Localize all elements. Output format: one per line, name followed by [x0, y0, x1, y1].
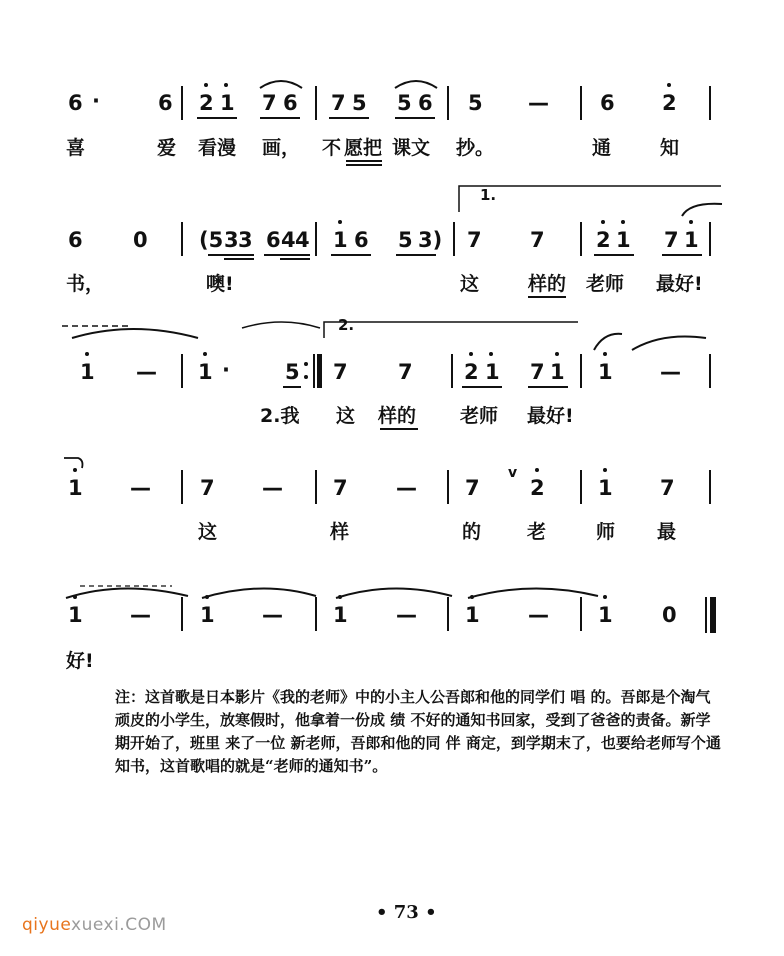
underline [662, 254, 702, 256]
octave-dot [667, 83, 671, 87]
note: 7 [333, 360, 348, 384]
note: 2 [199, 91, 214, 115]
note: 6 [158, 91, 173, 115]
underline [264, 254, 310, 256]
underline [528, 386, 568, 388]
final-bar-thick [710, 597, 716, 633]
note: 7 [664, 228, 679, 252]
octave-dot [338, 220, 342, 224]
dash: — [396, 476, 417, 500]
note: 5 [398, 228, 413, 252]
note: 7 [200, 476, 215, 500]
lyric: 通 [592, 137, 612, 159]
note: 1 [333, 603, 348, 627]
bar-line [580, 597, 582, 631]
bar-line [447, 597, 449, 631]
lyric: 爱 [157, 137, 177, 159]
octave-dot [603, 352, 607, 356]
underline [395, 117, 435, 119]
lyric: 知 [660, 137, 680, 159]
slur-mark [592, 330, 708, 352]
lyric: 愿把 [344, 137, 383, 159]
bar-line [580, 222, 582, 256]
dash: — [262, 603, 283, 627]
lyric: 这 [336, 405, 356, 427]
lyric: 老师 [460, 405, 499, 427]
note: 1 [485, 360, 500, 384]
underline [208, 254, 254, 256]
dash: — [130, 476, 151, 500]
note: 4 [281, 228, 296, 252]
bar-line [181, 354, 183, 388]
dash: — [528, 91, 549, 115]
note: 2 [662, 91, 677, 115]
underline [280, 258, 310, 260]
underline [329, 117, 369, 119]
lyric: 这 [460, 273, 480, 295]
octave-dot [73, 468, 77, 472]
note: 3 [238, 228, 253, 252]
bar-line [447, 470, 449, 504]
underline [396, 254, 436, 256]
note: 6 [68, 91, 83, 115]
lyric: 噢! [206, 273, 234, 295]
lyric: 的 [462, 521, 482, 543]
octave-dot [555, 352, 559, 356]
watermark [22, 915, 167, 935]
bar-line [181, 470, 183, 504]
note: 1 [220, 91, 235, 115]
note: 6 [266, 228, 281, 252]
lyric: 喜 [66, 137, 86, 159]
tie-continuation [62, 318, 322, 340]
repeat-bar-thick [317, 354, 322, 388]
underline [283, 386, 301, 388]
lyric: 老 [527, 521, 547, 543]
bar-line [709, 354, 711, 388]
note: 5 [397, 91, 412, 115]
watermark-lead: qiyue [22, 915, 72, 935]
lyric: 看漫 [198, 137, 237, 159]
note: 1 [333, 228, 348, 252]
underline [462, 386, 502, 388]
footnote [115, 686, 725, 778]
octave-dot [469, 352, 473, 356]
note: 6 [418, 91, 433, 115]
note: 0 [133, 228, 148, 252]
volta-label-2: 2. [338, 316, 355, 334]
bar-line [580, 470, 582, 504]
bar-line [709, 470, 711, 504]
lyric: 样 [330, 521, 350, 543]
note: 1 [684, 228, 699, 252]
slur-mark [680, 200, 724, 218]
note: 1 [598, 476, 613, 500]
note-dot: · [222, 358, 230, 382]
dash: — [396, 603, 417, 627]
note: 2 [530, 476, 545, 500]
bar-line [181, 597, 183, 631]
note: 6 [354, 228, 369, 252]
underline [197, 117, 237, 119]
breath-mark: v [508, 465, 518, 481]
note: 0 [662, 603, 677, 627]
bar-line [709, 222, 711, 256]
note: 1 [198, 360, 213, 384]
dash: — [136, 360, 157, 384]
underline [260, 117, 300, 119]
slur-mark [393, 76, 439, 90]
bar-line [580, 86, 582, 120]
lyric: 课文 [392, 137, 431, 159]
lyric: 样的 [378, 405, 417, 427]
octave-dot [470, 595, 474, 599]
dash: — [528, 603, 549, 627]
bar-line [580, 354, 582, 388]
lyric: 师 [596, 521, 616, 543]
note-dot: · [92, 89, 100, 113]
lyric: 最 [657, 521, 677, 543]
note: 1 [465, 603, 480, 627]
underline [346, 160, 382, 162]
note: 7 [398, 360, 413, 384]
note: 7 [262, 91, 277, 115]
footnote-label: 注： [115, 688, 146, 706]
lyric: 2.我 [260, 405, 300, 427]
octave-dot [224, 83, 228, 87]
underline [528, 296, 566, 298]
octave-dot [603, 468, 607, 472]
repeat-bar-thin [313, 354, 315, 388]
note: 1 [616, 228, 631, 252]
note: 1 [200, 603, 215, 627]
note: 2 [464, 360, 479, 384]
footnote-text: 这首歌是日本影片《我的老师》中的小主人公吾郎和他的同学们 唱 的。吾郎是个淘气顽皮的小学生，放寒假时，他拿着一份成 绩 不好的通知书回家，受到了爸爸的责备。新学期开始了，班里 来了一位 新老师，吾郎和他的同 伴 商定，到学期末了，也要给老师写个通知书，这首歌唱的就是“老师的通知书”。 [115, 688, 721, 775]
octave-dot [205, 595, 209, 599]
note: 7 [530, 228, 545, 252]
octave-dot [204, 83, 208, 87]
lyric: 最好! [527, 405, 574, 427]
slur-mark [258, 76, 304, 90]
page-number: • 73 • [376, 902, 437, 923]
note: 6 [68, 228, 83, 252]
final-bar-thin [705, 597, 707, 633]
note: 1 [68, 476, 83, 500]
bar-line [315, 597, 317, 631]
octave-dot [601, 220, 605, 224]
note: 5 [352, 91, 367, 115]
note: 1 [80, 360, 95, 384]
lyric: 画， [262, 137, 301, 159]
underline [331, 254, 371, 256]
note: 6 [283, 91, 298, 115]
lyric: 样的 [528, 273, 567, 295]
bar-line [315, 222, 317, 256]
lyric: 老师 [586, 273, 625, 295]
note: 7 [333, 476, 348, 500]
note: 2 [596, 228, 611, 252]
dash: — [130, 603, 151, 627]
octave-dot [621, 220, 625, 224]
octave-dot [85, 352, 89, 356]
repeat-dot [304, 362, 308, 366]
note: 7 [467, 228, 482, 252]
bar-line [315, 470, 317, 504]
repeat-dot [304, 375, 308, 379]
note: 7 [530, 360, 545, 384]
note: 1 [68, 603, 83, 627]
note: 5 [468, 91, 483, 115]
volta-label-1: 1. [480, 186, 497, 204]
bar-line [315, 86, 317, 120]
octave-dot [338, 595, 342, 599]
octave-dot [73, 595, 77, 599]
note: 7 [331, 91, 346, 115]
bar-line [447, 86, 449, 120]
octave-dot [489, 352, 493, 356]
bar-line [181, 86, 183, 120]
dash: — [660, 360, 681, 384]
underline [346, 164, 382, 166]
bar-line [451, 354, 453, 388]
tie-chain [62, 578, 622, 600]
volta-bracket-2 [320, 316, 580, 340]
underline [594, 254, 634, 256]
octave-dot [535, 468, 539, 472]
note: 1 [550, 360, 565, 384]
underline [224, 258, 254, 260]
note: 1 [598, 603, 613, 627]
note: 7 [660, 476, 675, 500]
lyric: 最好! [656, 273, 703, 295]
octave-dot [689, 220, 693, 224]
bar-line [181, 222, 183, 256]
octave-dot [203, 352, 207, 356]
lyric: 抄。 [456, 137, 495, 159]
note: 1 [598, 360, 613, 384]
note: 4 [295, 228, 310, 252]
bar-line [709, 86, 711, 120]
lyric: 这 [198, 521, 218, 543]
note: 3 [224, 228, 239, 252]
note: (5 [199, 228, 224, 252]
lyric: 好! [66, 650, 94, 672]
bar-line [453, 222, 455, 256]
note: 5 [285, 360, 300, 384]
watermark-rest: xuexi.COM [71, 915, 167, 935]
lyric: 书， [66, 273, 105, 295]
note: 7 [465, 476, 480, 500]
underline [380, 428, 418, 430]
dash: — [262, 476, 283, 500]
lyric: 不 [322, 137, 342, 159]
octave-dot [603, 595, 607, 599]
note: 6 [600, 91, 615, 115]
note: 3) [418, 228, 443, 252]
